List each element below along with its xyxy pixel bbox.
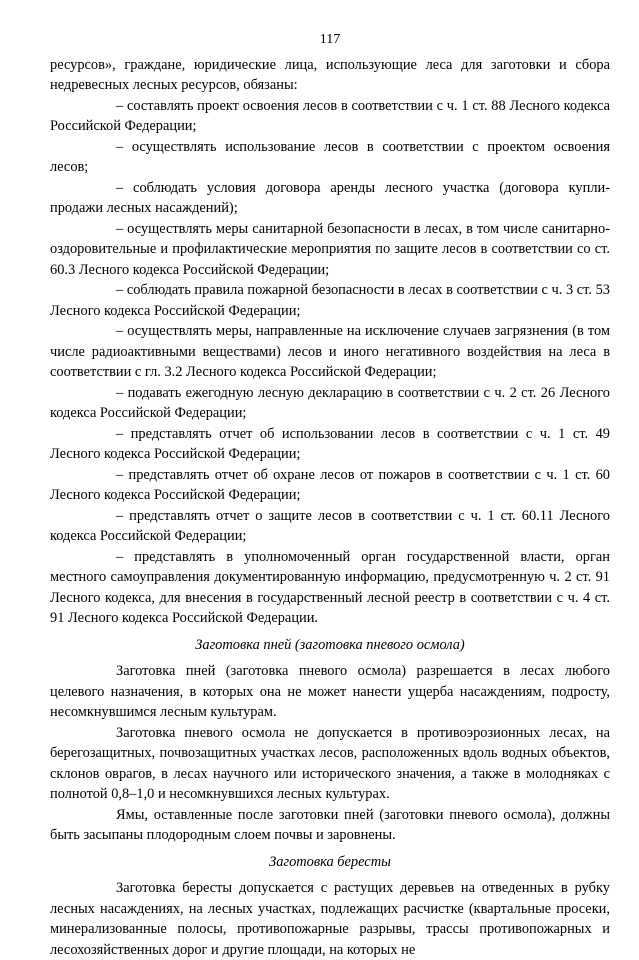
list-item: – соблюдать правила пожарной безопасности в лесах в соответствии с ч. 3 ст. 53 Лесного кодекса Российской Федерации;	[50, 282, 610, 319]
section-heading-stump-harvesting: Заготовка пней (заготовка пневого осмола)	[195, 636, 465, 653]
list-item: – осуществлять меры санитарной безопасности в лесах, в том числе санитарно-оздоровительные и профилактические мероприятия по защите лесов в соответствии со ст. 60.3 Лесного кодекса Российской Федерации;	[50, 220, 610, 278]
list-item: – осуществлять меры, направленные на исключение случаев загрязнения (в том числе радиоактивными веществами) лесов и иного негативного воздействия на леса в соответствии с гл. 3.2 Лесного кодекса Российской Федерации;	[50, 323, 610, 380]
document-page	[50, 30, 610, 960]
list-item: – представлять отчет о защите лесов в соответствии с ч. 1 ст. 60.11 Лесного кодекса Российской Федерации;	[50, 507, 610, 544]
list-item: – представлять в уполномоченный орган государственной власти, орган местного самоуправления документированную информацию, предусмотренную ч. 2 ст. 91 Лесного кодекса, для внесения в государственный лесной реестр в соответствии с ч. 4 ст. 91 Лесного кодекса Российской Федерации.	[50, 548, 610, 626]
section-heading-birch-bark-harvesting: Заготовка бересты	[269, 853, 391, 870]
paragraph: Заготовка пней (заготовка пневого осмола) разрешается в лесах любого целевого назначения, в которых она не может нанести ущерба насаждениям, подросту, несомкнувшимся лесным культурам.	[50, 663, 610, 720]
list-item: – представлять отчет об использовании лесов в соответствии с ч. 1 ст. 49 Лесного кодекса Российской Федерации;	[50, 425, 610, 462]
list-item: – осуществлять использование лесов в соответствии с проектом освоения лесов;	[50, 138, 610, 175]
paragraph-continuation: ресурсов», граждане, юридические лица, использующие леса для заготовки и сбора недревесных лесных ресурсов, обязаны:	[50, 56, 610, 93]
list-item: – представлять отчет об охране лесов от пожаров в соответствии с ч. 1 ст. 60 Лесного кодекса Российской Федерации;	[50, 466, 610, 503]
paragraph: Заготовка бересты допускается с растущих деревьев на отведенных в рубку лесных насаждениях, на лесных участках, подлежащих расчистке (квартальные просеки, минерализованные полосы, противопожарные разрывы, трассы противопожарных и лесохозяйственных дорог и другие площади, на которых не	[50, 880, 610, 958]
list-item: – подавать ежегодную лесную декларацию в соответствии с ч. 2 ст. 26 Лесного кодекса Российской Федерации;	[50, 384, 610, 421]
paragraph: Ямы, оставленные после заготовки пней (заготовки пневого осмола), должны быть засыпаны плодородным слоем почвы и заровнены.	[50, 806, 610, 843]
list-item: – составлять проект освоения лесов в соответствии с ч. 1 ст. 88 Лесного кодекса Российской Федерации;	[50, 97, 610, 134]
paragraph: Заготовка пневого осмола не допускается в противоэрозионных лесах, на берегозащитных, почвозащитных участках лесов, расположенных вдоль водных объектов, склонов оврагов, в лесах научного или исторического значения, а также в молодняках с полнотой 0,8–1,0 и несомкнувшихся лесных культурах.	[50, 724, 610, 802]
list-item: – соблюдать условия договора аренды лесного участка (договора купли-продажи лесных насаждений);	[50, 179, 610, 216]
page-number: 117	[319, 32, 341, 47]
